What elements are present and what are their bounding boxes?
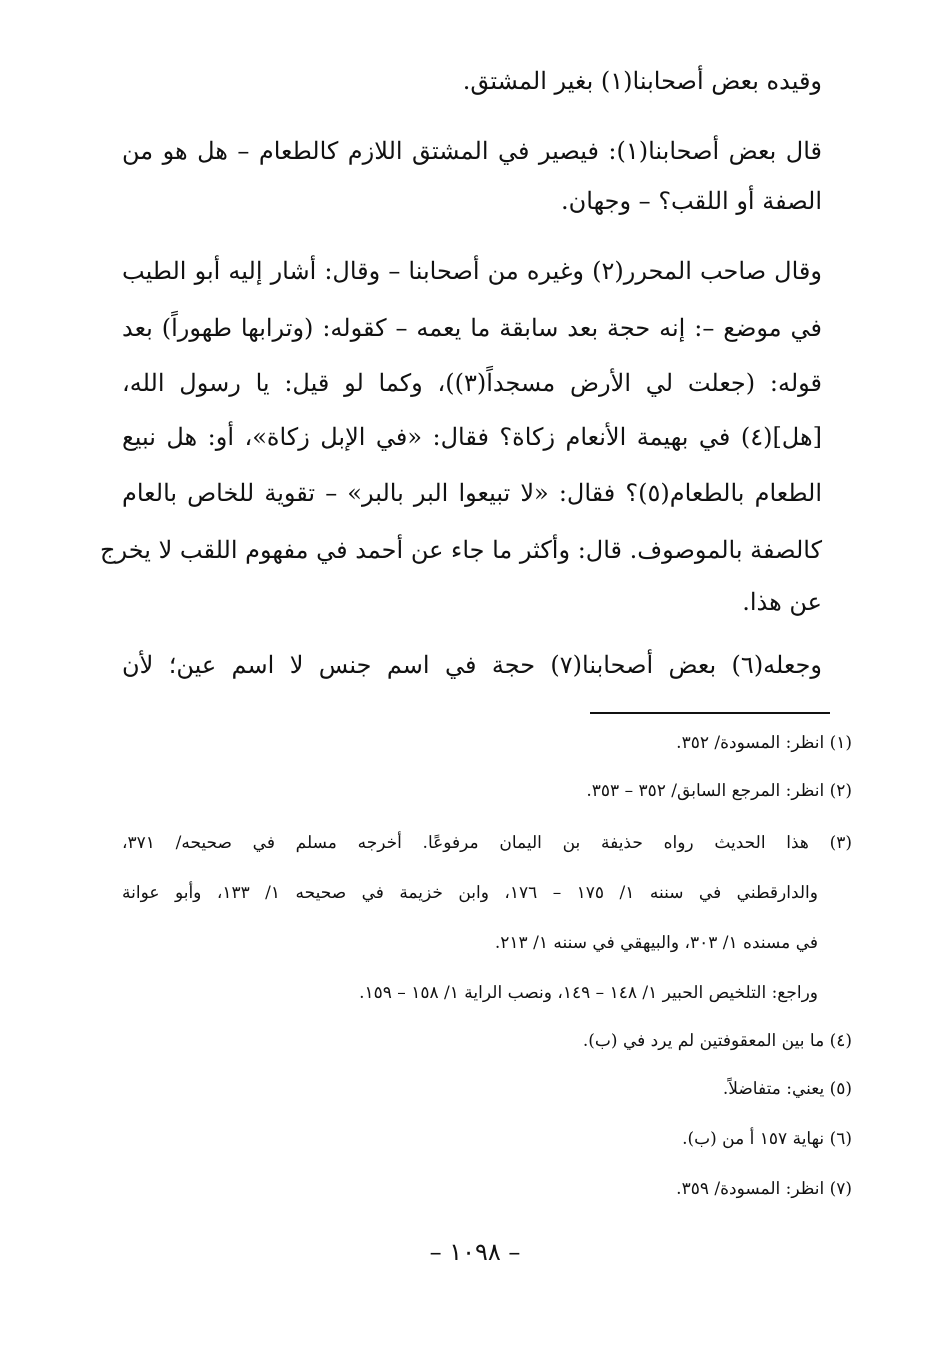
body-line: في موضع –: إنه حجة بعد سابقة ما يعمه – كقوله: (وترابها طهوراً) بعد — [122, 314, 822, 342]
body-line: وقال صاحب المحرر(٢) وغيره من أصحابنا – وقال: أشار إليه أبو الطيب — [122, 257, 822, 285]
body-line: وقيده بعض أصحابنا(١) بغير المشتق. — [462, 67, 822, 95]
footnote: (٧) انظر: المسودة/ ٣٥٩. — [676, 1179, 852, 1199]
body-line: الطعام بالطعام(٥)؟ فقال: «لا تبيعوا البر بالبر» – تقوية للخاص بالعام — [122, 479, 822, 507]
footnote: (٥) يعني: متفاضلاً. — [722, 1079, 852, 1099]
footnote: (٣) هذا الحديث رواه حذيفة بن اليمان مرفوعًا. أخرجه مسلم في صحيحه/ ٣٧١، — [122, 833, 852, 853]
body-line: وجعله(٦) بعض أصحابنا(٧) حجة في اسم جنس لا اسم عين؛ لأن — [122, 651, 822, 679]
footnote: (٤) ما بين المعقوفتين لم يرد في (ب). — [582, 1031, 852, 1051]
body-line: الصفة أو اللقب؟ – وجهان. — [561, 187, 822, 215]
footnote: (٢) انظر: المرجع السابق/ ٣٥٢ – ٣٥٣. — [586, 781, 852, 801]
body-line: عن هذا. — [742, 588, 822, 616]
footnote-continuation: في مسنده ١/ ٣٠٣، والبيهقي في سننه ١/ ٢١٣. — [494, 933, 818, 953]
footnote-continuation: وراجع: التلخيص الحبير ١/ ١٤٨ – ١٤٩، ونصب الراية ١/ ١٥٨ – ١٥٩. — [359, 983, 818, 1003]
page-number: – ١٠٩٨ – — [429, 1238, 521, 1266]
body-line: كالصفة بالموصوف. قال: وأكثر ما جاء عن أحمد في مفهوم اللقب لا يخرج — [100, 536, 822, 564]
footnote-separator — [590, 712, 830, 714]
body-line: قال بعض أصحابنا(١): فيصير في المشتق اللازم كالطعام – هل هو من — [122, 137, 823, 165]
footnote: (٦) نهاية ١٥٧ أ من (ب). — [682, 1129, 852, 1149]
body-line: قوله: (جعلت لي الأرض مسجداً(٣))، وكما لو قيل: يا رسول الله، — [122, 369, 822, 397]
footnote: (١) انظر: المسودة/ ٣٥٢. — [676, 733, 852, 753]
body-line: [هل](٤) في بهيمة الأنعام زكاة؟ فقال: «في الإبل زكاة»، أو: هل نبيع — [122, 423, 822, 451]
footnote-continuation: والدارقطني في سننه ١/ ١٧٥ – ١٧٦، وابن خزيمة في صحيحه ١/ ١٣٣، وأبو عوانة — [122, 883, 818, 903]
